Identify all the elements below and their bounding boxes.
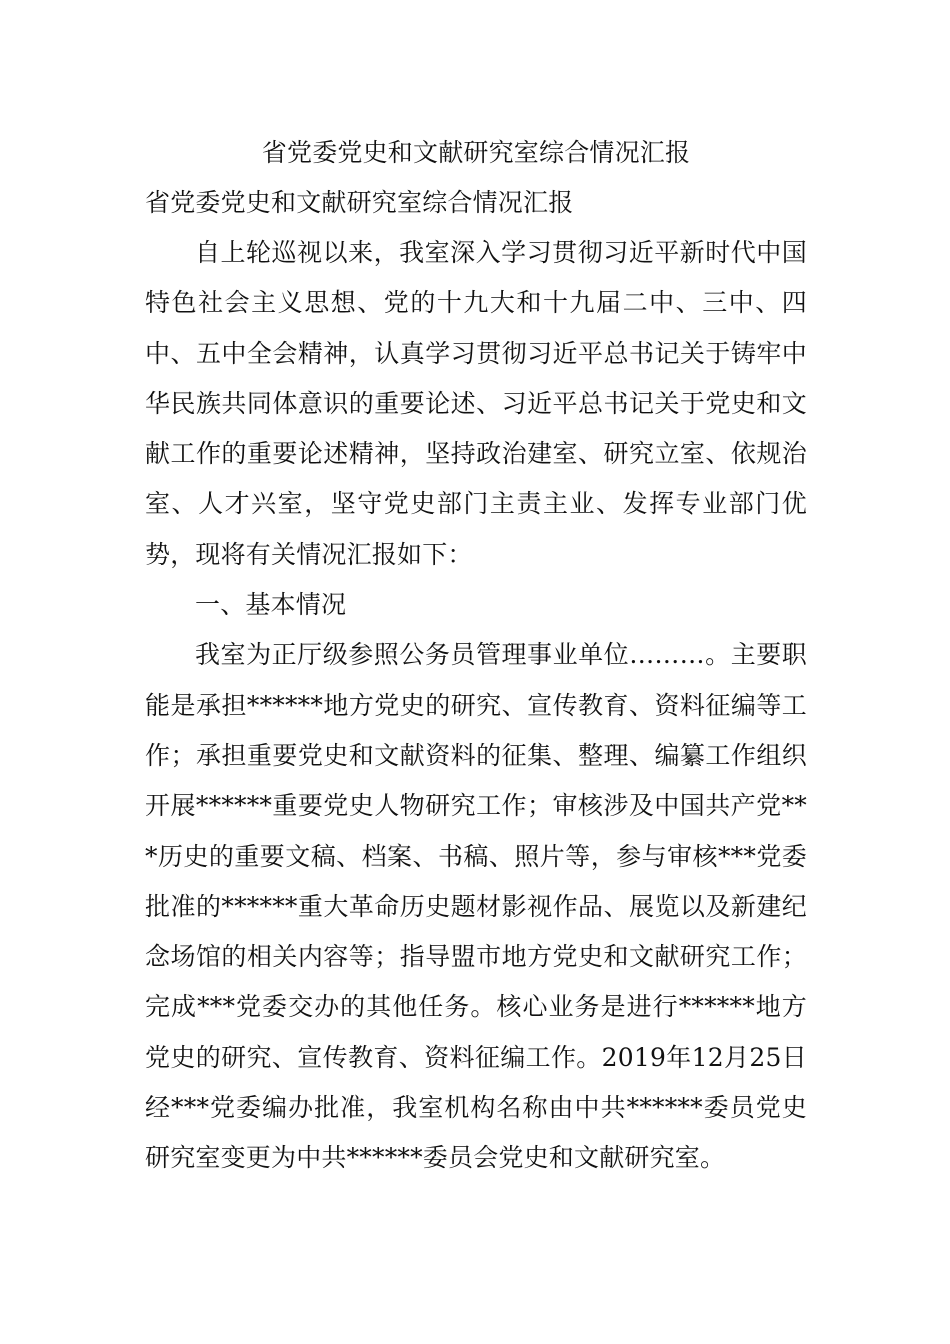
basic-info-paragraph: 我室为正厅级参照公务员管理事业单位………。主要职能是承担******地方党史的研究、宣传教育、资料征编等工作；承担重要党史和文献资料的征集、整理、编纂工作组织开展******重要党史人物研究工作；审核涉及中国共产党***历史的重要文稿、档案、书稿、照片等，参与审核***党委批准的******重大革命历史题材影视作品、展览以及新建纪念场馆的相关内容等；指导盟市地方党史和文献研究工作；完成***党委交办的其他任务。核心业务是进行******地方党史的研究、宣传教育、资料征编工作。2019年12月25日经***党委编办批准，我室机构名称由中共******委员党史研究室变更为中共******委员会党史和文献研究室。 bbox=[145, 640, 807, 1173]
document-body bbox=[145, 128, 807, 1184]
section-heading-basic-info: 一、基本情况 bbox=[195, 590, 347, 620]
intro-paragraph: 自上轮巡视以来，我室深入学习贯彻习近平新时代中国特色社会主义思想、党的十九大和十九届二中、三中、四中、五中全会精神，认真学习贯彻习近平总书记关于铸牢中华民族共同体意识的重要论述、习近平总书记关于党史和文献工作的重要论述精神，坚持政治建室、研究立室、依规治室、人才兴室，坚守党史部门主责主业、发挥专业部门优势，现将有关情况汇报如下： bbox=[145, 238, 807, 569]
document-title: 省党委党史和文献研究室综合情况汇报 bbox=[261, 138, 691, 167]
document-subtitle: 省党委党史和文献研究室综合情况汇报 bbox=[145, 188, 574, 217]
